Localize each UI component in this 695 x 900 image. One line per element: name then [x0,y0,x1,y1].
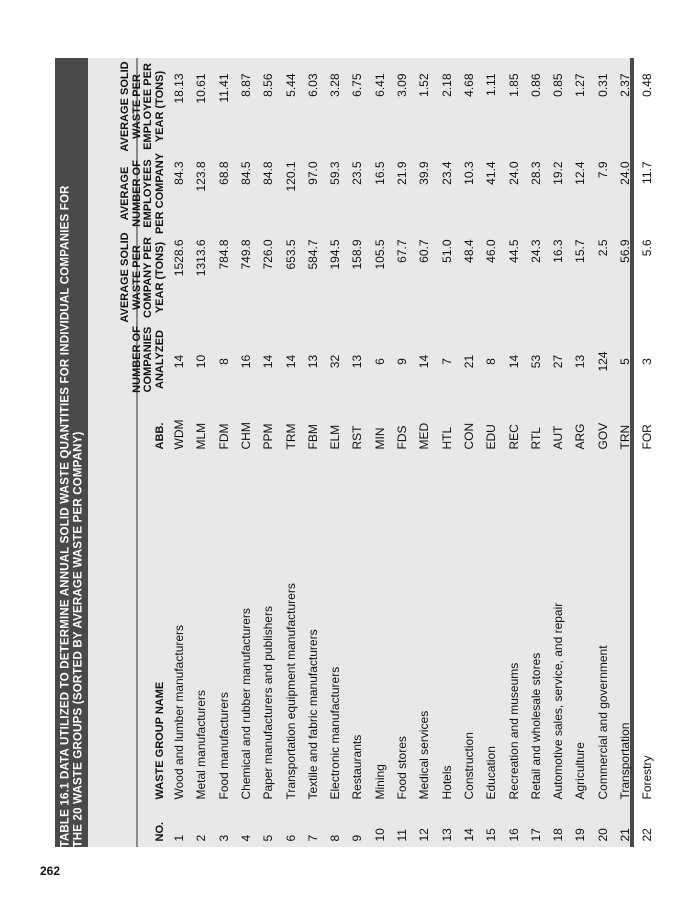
cell-no: 9 [350,834,365,841]
cell-waste-group-name: Paper manufacturers and publishers [261,605,276,799]
cell-no: 8 [328,834,343,841]
table-row [436,58,458,847]
cell-companies-analyzed: 5 [618,357,632,365]
cell-companies-analyzed: 27 [551,354,566,368]
cell-waste-group-name: Mining [372,763,387,799]
cell-companies-analyzed: 10 [194,354,209,368]
cell-avg-waste-employee: 6.41 [372,73,387,97]
cell-avg-waste-employee: 1.85 [506,73,521,97]
table-title: TABLE 16.1 DATA UTILIZED TO DETERMINE ANNUAL SOLID WASTE QUANTITIES FOR INDIVIDUAL COMPANIES FOR THE 20 WASTE GROUPS (SORTED BY AVERAGE WASTE PER COMPANY) [59,184,84,847]
table-row [547,58,569,847]
cell-avg-employees: 10.3 [461,161,476,185]
cell-avg-waste-employee: 1.27 [573,73,588,97]
cell-no: 22 [640,827,655,841]
table-row [480,58,502,847]
cell-waste-group-name: Commercial and government [595,644,610,799]
cell-abb: FDM [216,423,231,449]
cell-abb: ARG [573,422,588,449]
cell-avg-employees: 19.2 [551,161,566,185]
cell-abb: RTL [528,426,543,449]
cell-avg-waste-company: 784.8 [216,239,231,270]
cell-avg-waste-employee: 1.52 [417,73,432,97]
cell-avg-employees: 84.3 [172,161,186,185]
cell-avg-employees: 41.4 [484,161,499,185]
cell-abb: RST [350,425,365,449]
cell-no: 7 [305,834,320,841]
cell-abb: AUT [551,425,566,449]
cell-avg-waste-employee: 0.86 [528,73,543,97]
cell-companies-analyzed: 13 [305,354,320,368]
cell-no: 14 [461,827,476,841]
cell-no: 13 [439,827,454,841]
cell-avg-waste-employee: 4.68 [461,73,476,97]
table-row [235,58,257,847]
table-row [213,58,235,847]
cell-abb: TRN [618,424,632,449]
table-row [369,58,391,847]
cell-waste-group-name: Construction [461,731,476,799]
cell-avg-waste-employee: 0.48 [640,73,655,97]
table-row [458,58,480,847]
table-row [636,58,658,847]
cell-avg-waste-employee: 11.41 [216,73,231,103]
cell-avg-employees: 39.9 [417,161,432,185]
cell-no: 10 [372,827,387,841]
table-row [168,58,190,847]
cell-avg-employees: 11.7 [640,161,655,184]
cell-avg-waste-employee: 6.03 [305,73,320,97]
page-number: 262 [40,864,61,878]
cell-companies-analyzed: 16 [238,354,253,368]
table-row [569,58,591,847]
cell-abb: HTL [439,426,454,449]
cell-avg-waste-company: 5.6 [640,239,655,256]
cell-avg-waste-employee: 8.56 [261,73,276,97]
cell-avg-waste-company: 584.7 [305,239,320,270]
cell-avg-employees: 23.4 [439,161,454,185]
cell-companies-analyzed: 6 [372,357,387,365]
cell-waste-group-name: Agriculture [573,741,588,799]
cell-avg-waste-company: 16.3 [551,239,566,263]
cell-avg-waste-employee: 3.28 [328,73,343,97]
cell-avg-employees: 59.3 [328,161,343,185]
cell-avg-employees: 28.3 [528,161,543,185]
cell-avg-waste-company: 67.7 [395,239,409,263]
cell-abb: CON [461,422,476,449]
cell-avg-waste-company: 60.7 [417,239,432,263]
cell-avg-waste-company: 1313.6 [194,239,209,276]
cell-avg-waste-company: 749.8 [238,239,253,270]
header-avg-waste-company: AVERAGE SOLID WASTE PER COMPANY PER YEAR (TONS) [119,231,166,323]
cell-avg-waste-employee: 10.61 [194,73,209,104]
cell-abb: FDS [395,425,409,449]
cell-waste-group-name: Recreation and museums [506,662,521,799]
cell-avg-waste-company: 56.9 [618,239,632,263]
cell-companies-analyzed: 21 [461,354,476,368]
cell-waste-group-name: Transportation equipment manufacturers [283,582,298,799]
cell-no: 16 [506,827,521,841]
table-row [190,58,212,847]
cell-waste-group-name: Food manufacturers [216,691,231,799]
cell-no: 19 [573,827,588,841]
cell-avg-employees: 16.5 [372,161,387,185]
cell-avg-waste-employee: 18.13 [172,73,186,104]
cell-abb: MLM [194,422,209,449]
cell-avg-waste-employee: 0.85 [551,73,566,97]
cell-avg-employees: 24.0 [506,161,521,185]
table-row [391,58,413,847]
cell-avg-waste-company: 48.4 [461,239,476,263]
cell-no: 12 [417,827,432,841]
cell-avg-waste-company: 653.5 [283,239,298,270]
table-row [324,58,346,847]
cell-no: 17 [528,827,543,841]
cell-no: 6 [283,834,298,841]
header-avg-waste-employee: AVERAGE SOLID WASTE PER EMPLOYEE PER YEAR (TONS) [119,60,166,152]
cell-companies-analyzed: 14 [172,354,186,368]
cell-avg-employees: 84.5 [238,161,253,185]
cell-abb: PPM [261,422,276,449]
cell-waste-group-name: Metal manufacturers [194,689,209,799]
cell-waste-group-name: Medical services [417,710,432,799]
cell-waste-group-name: Food stores [395,735,409,799]
cell-avg-employees: 23.5 [350,161,365,185]
cell-abb: TRM [283,423,298,449]
cell-avg-waste-company: 51.0 [439,239,454,263]
cell-no: 1 [172,834,186,841]
cell-abb: WDM [172,419,186,449]
cell-no: 21 [618,827,632,841]
cell-avg-waste-company: 2.5 [595,239,610,256]
cell-no: 3 [216,834,231,841]
cell-avg-waste-employee: 3.09 [395,73,409,97]
table-row [257,58,279,847]
cell-companies-analyzed: 13 [350,354,365,368]
cell-avg-waste-company: 726.0 [261,239,276,270]
cell-abb: MIN [372,427,387,449]
cell-companies-analyzed: 13 [573,354,588,368]
cell-avg-waste-company: 1528.6 [172,239,186,276]
cell-avg-employees: 24.0 [618,161,632,185]
cell-waste-group-name: Restaurants [350,734,365,799]
cell-waste-group-name: Wood and lumber manufacturers [172,624,186,799]
cell-abb: REC [506,423,521,449]
table-row [302,58,324,847]
header-avg-employees: AVERAGE NUMBER OF EMPLOYEES PER COMPANY [119,152,166,234]
cell-no: 2 [194,834,209,841]
cell-companies-analyzed: 124 [595,350,610,372]
cell-avg-waste-employee: 6.75 [350,73,365,97]
cell-no: 18 [551,827,566,841]
cell-companies-analyzed: 32 [328,354,343,368]
cell-companies-analyzed: 53 [528,354,543,368]
cell-abb: ELM [328,424,343,449]
cell-no: 5 [261,834,276,841]
cell-avg-waste-company: 44.5 [506,239,521,263]
table-row [413,58,435,847]
cell-no: 20 [595,827,610,841]
cell-avg-waste-employee: 1.11 [484,73,499,96]
cell-companies-analyzed: 8 [216,357,231,365]
header-waste-group-name: WASTE GROUP NAME [153,681,166,799]
cell-companies-analyzed: 14 [283,354,298,368]
cell-avg-employees: 97.0 [305,161,320,185]
table-row [592,58,614,847]
table-row [346,58,368,847]
cell-abb: GOV [595,422,610,449]
cell-avg-employees: 7.9 [595,161,610,178]
header-no: NO. [153,821,166,841]
cell-avg-waste-company: 194.5 [328,239,343,270]
cell-abb: EDU [484,423,499,449]
cell-waste-group-name: Forestry [640,754,655,799]
cell-avg-employees: 120.1 [283,161,298,192]
cell-avg-waste-employee: 2.37 [618,73,632,97]
cell-waste-group-name: Textile and fabric manufacturers [305,628,320,799]
cell-avg-employees: 68.8 [216,161,231,185]
cell-avg-waste-company: 24.3 [528,239,543,263]
cell-companies-analyzed: 8 [484,357,499,365]
cell-avg-waste-company: 158.9 [350,239,365,270]
cell-waste-group-name: Hotels [439,764,454,799]
cell-avg-waste-employee: 5.44 [283,73,298,97]
cell-avg-employees: 21.9 [395,161,409,185]
cell-companies-analyzed: 9 [395,357,409,365]
cell-avg-waste-employee: 8.87 [238,73,253,97]
cell-abb: FOR [640,423,655,449]
cell-avg-employees: 84.8 [261,161,276,185]
cell-avg-waste-employee: 2.18 [439,73,454,97]
cell-no: 15 [484,827,499,841]
cell-waste-group-name: Education [484,745,499,799]
table-row [280,58,302,847]
cell-waste-group-name: Chemical and rubber manufacturers [238,607,253,799]
cell-companies-analyzed: 7 [439,357,454,365]
cell-avg-waste-company: 46.0 [484,239,499,263]
cell-waste-group-name: Transportation [618,722,632,799]
cell-waste-group-name: Retail and wholesale stores [528,652,543,799]
cell-avg-employees: 123.8 [194,161,209,192]
header-companies-analyzed: NUMBER OF COMPANIES ANALYZED [130,325,166,393]
waste-data-table [88,58,655,847]
cell-no: 4 [238,834,253,841]
cell-companies-analyzed: 14 [261,354,276,368]
table-row [525,58,547,847]
cell-avg-waste-company: 15.7 [573,239,588,263]
cell-avg-waste-company: 105.5 [372,239,387,270]
cell-companies-analyzed: 14 [506,354,521,368]
cell-companies-analyzed: 3 [640,357,655,365]
cell-abb: CHM [238,421,253,449]
table-row [503,58,525,847]
cell-companies-analyzed: 14 [417,354,432,368]
cell-abb: MED [417,422,432,449]
cell-no: 11 [395,828,409,841]
cell-avg-waste-employee: 0.31 [595,73,610,97]
cell-avg-employees: 12.4 [573,161,588,185]
cell-waste-group-name: Electronic manufacturers [328,666,343,799]
header-abb: ABB. [153,422,166,449]
cell-waste-group-name: Automotive sales, service, and repair [551,602,566,799]
cell-abb: FBM [305,423,320,449]
table-row [614,58,636,847]
